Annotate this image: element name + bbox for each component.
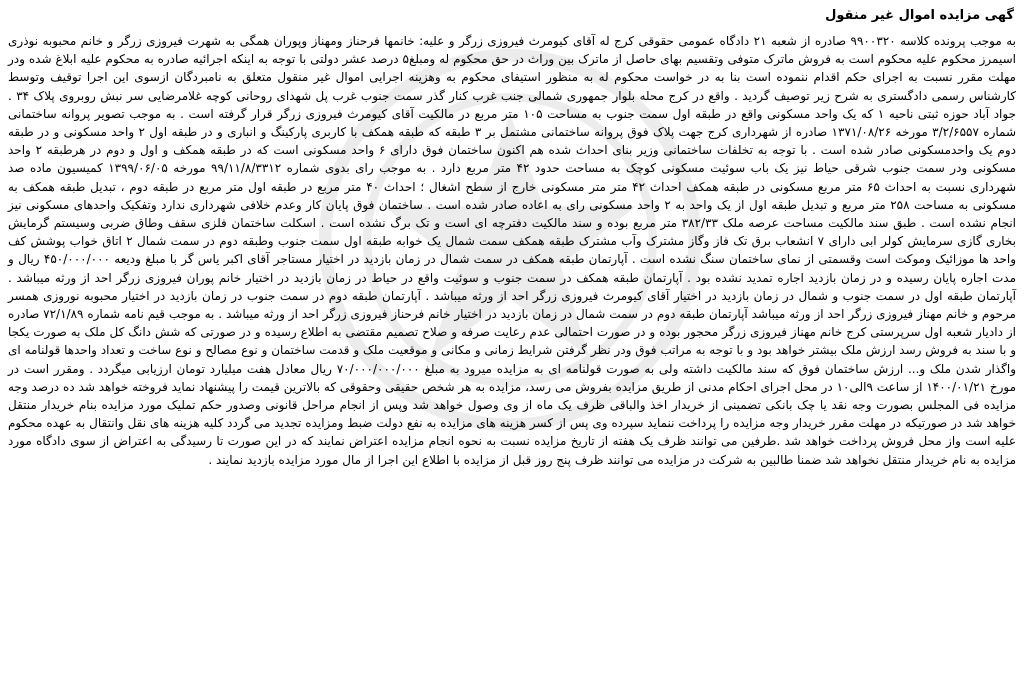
notice-body: به موجب پرونده کلاسه ۹۹۰۰۳۲۰ صادره از شعبه ۲۱ دادگاه عمومی حقوقی کرج له آقای کیومرث فیروزی زرگر و علیه: خانمها فرحناز ومهناز وپوران همگی به شهرت فیروزی زرگر و خانم محبوبه نوذری اسیمرز محکوم علیه محکوم است به فروش ماترک متوفی وتقسیم بهای حاصل از ماترک بین وراث در حق محکوم له ومبلغ۵ درصد عشر دولتی با توجه به اینکه اجرائیه صادره به محکوم علیه ابلاغ شده ودر مهلت مقرر نسبت به اجرای حکم اقدام ننموده است بنا به در خواست محکوم له به منظور استیفای محکوم به وهزینه اجرایی اموال غیر منقول متعلق به نامبردگان ازسوی این اجرا توقیف وتوسط کارشناس رسمی دادگستری به شرح زیر توصیف گردید . واقع در کرج محله بلوار جمهوری شمالی جنب غرب کنار گذر سمت جنوب غرب پل شهدای روحانی کوچه غلامرضایی سر نبش روبروی پلاک ۳۴ . جواد آباد حوزه ثبتی ناحیه ۱ که یک واحد مسکونی واقع در طبقه اول سمت جنوب به مساحت ۱۰۵ متر مربع در مالکیت آقای کیومرث فیروزی زرگر قرار گرفته است . به موجب تصویر پروانه ساختمانی شماره ۳/۲/۶۵۵۷ مورخه ۱۳۷۱/۰۸/۲۶ صادره از شهرداری کرج جهت پلاک فوق پروانه ساختمانی مشتمل بر ۳ طبقه که طبقه همکف با کاربری پارکینگ و انباری و در طبقه اول ۲ واحد مسکونی و در طبقه دوم یک واحدمسکونی صادر شده است . با توجه به تخلفات ساختمانی وزیر بنای احداث شده هم اکنون ساختمان فوق دارای ۶ واحد مسکونی است که در طبقه همکف و اول و دوم در هرطبقه ۲ واحد مسکونی ودر سمت جنوب شرقی حیاط نیز یک باب سوئیت مسکونی کوچک به مساحت حدود ۴۲ متر مربع دارد . به موجب رای بدوی شماره ۹۹/۱۱/۸/۳۳۱۲ مورخه ۱۳۹۹/۰۶/۰۵ کمیسیون ماده صد شهرداری نسبت به احداث ۶۵ متر مربع مسکونی در طبقه همکف احداث ۴۲ متر متر مسکونی خارج از سطح اشغال ؛ احداث ۴۰ متر مربع در طبقه اول متر مربع در طبقه دوم ، تبدیل طبقه همکف به مسکونی به مساحت ۲۵۸ متر مربع و تبدیل طبقه اول از یک واحد به ۲ واحد مسکونی رای به اعاده صادر شده است . ساختمان فوق پایان کار وعدم خلافی شهرداری ندارد وتفکیک واحدهای مسکونی نیز انجام نشده است . طبق سند مالکیت مساحت عرصه ملک ۳۸۲/۳۳ متر مربع بوده و سند مالکیت دفترچه ای است و تک برگ نشده است . اسکلت ساختمان فلزی سقف وطاق ضربی وسیستم گرمایش بخاری گازی سرمایش کولر ابی دارای ۷ انشعاب برق تک فاز وگاز مشترک وآب مشترک طبقه همکف سمت شمال یک خوابه طبقه اول سمت جنوب وطبقه دوم در سمت شمال ۲ اتاق خواب پوشش کف واحد ها موزائیک وموکت است وقسمتی از نمای ساختمان سنگ نشده است . آپارتمان طبقه همکف در سمت شمال در زمان بازدید در اختیار مستاجر آقای اکبر یاس گر با مبلغ ودیعه ۴۵۰/۰۰۰/۰۰۰ ریال و مدت اجاره پایان رسیده و در زمان بازدید اجاره تمدید نشده بود . آپارتمان طبقه همکف در سمت جنوب و سوئیت واقع در حیاط در زمان بازدید در اختیار خانم پوران فیروزی زرگر احد از ورثه میباشد . آپارتمان طبقه اول در سمت جنوب و شمال در زمان بازدید در اختیار آقای کیومرث فیروزی زرگر احد از ورثه میباشد . آپارتمان طبقه دوم در سمت جنوب در زمان بازدید در اختیار محبوبه نوروزی همسر مرحوم و خانم مهناز فیروزی زرگر احد از ورثه میباشد آپارتمان طبقه دوم در سمت شمال در زمان بازدید در اختیار خانم فرحناز فیروزی زرگر احد از ورثه میباشد . به موجب قیم نامه شماره ۷۲/۱/۸۹ صادره از دادیار شعبه اول سرپرستی کرج خانم مهناز فیروزی زرگر محجور بوده و در صورت احتمالی عدم رعایت صرفه و صلاح تصمیم مقتضی به اطلاع رسیده و در صورتی که شش دانگ کل ملک به صورت یکجا و با سند به فروش رسد ارزش ملک بیشتر خواهد بود و با توجه به مراتب فوق ودر نظر گرفتن شرایط زمانی و مکانی و موقعیت ملک و قدمت ساختمان و نوع مصالح و نوع ساخت و تعداد واحدها قولنامه ای واگذار شدن ملک و... ارزش ساختمان فوق که سند مالکیت داشته ولی به صورت قولنامه ای به مزایده میرود به مبلغ ۷۰/۰۰۰/۰۰۰/۰۰۰ ریال معادل هفت میلیارد تومان ارزیابی میگردد . ومقرر است در مورخ ۱۴۰۰/۰۱/۲۱ از ساعت ۹الی۱۰ در محل اجرای احکام مدنی از طریق مزایده بفروش می رسد، مزایده به هر شخص حقیقی وحقوقی که بالاترین قیمت را پیشنهاد نماید فروخته خواهد شد ده درصد وجه مزایده فی المجلس بصورت وجه نقد یا چک بانکی تضمینی از خریدار اخذ والباقی ظرف یک ماه از وی وصول خواهد شد وپس از انجام مراحل قانونی وصدور حکم تملیک مورد مزایده بنام خریدار منتقل خواهد شد در صورتیکه در مهلت مقرر خریدار وجه مزایده را پرداخت ننماید سپرده وی پس از کسر هزینه های مزایده به نفع دولت ضبط ومزایده تجدید می گردد کلیه هزینه های نقل وانتقال به عهده محکوم علیه است واز محل فروش پرداخت خواهد شد .طرفین می توانند ظرف یک هفته از تاریخ مزایده نسبت به نحوه انجام مزایده اعتراض نمایند که در این صورت تا رسیدگی به اعتراض از سوی دادگاه مورد مزایده به نام خریدار منتقل نخواهد شد ضمنا طالبین به شرکت در مزایده می توانند ظرف پنج روز قبل از مزایده با اطلاع این اجرا از مال مورد مزایده بازدید نمایند . (8, 34, 1017, 467)
notice-title: گهی مزایده اموال غیر منقول (825, 8, 1014, 23)
